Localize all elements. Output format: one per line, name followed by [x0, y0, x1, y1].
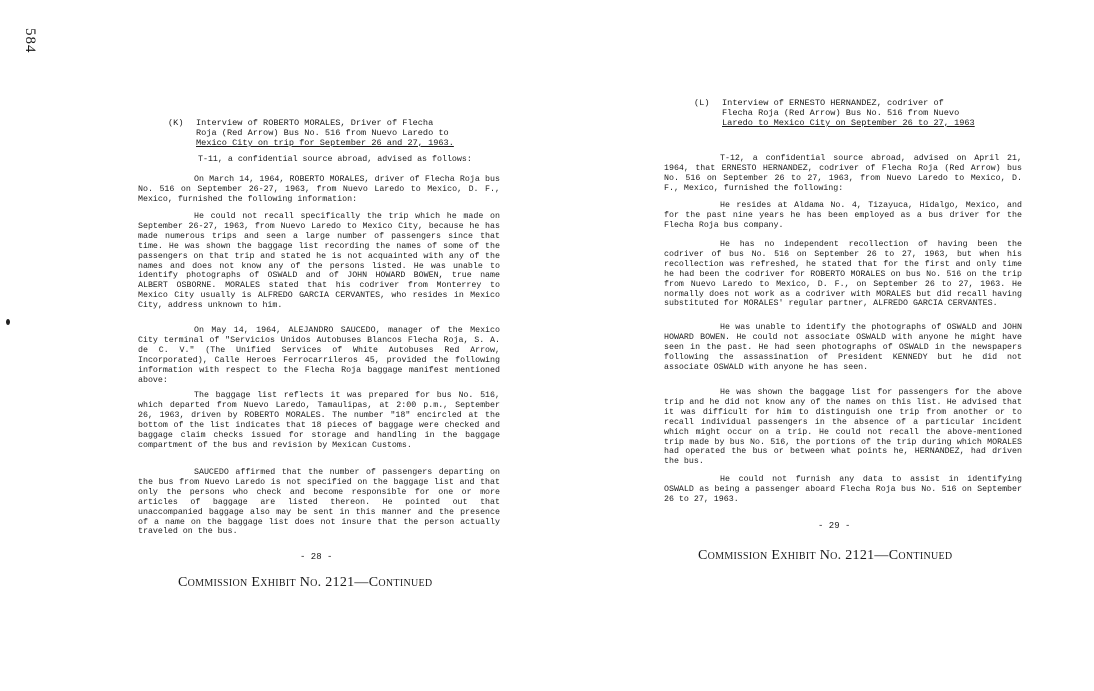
- left-para-3: He could not recall specifically the trip which he made on September 26-27, 1963, from Nuevo Laredo to Mexico City, because he has made numerous trips and seen a large number of passengers since that time. He was shown the baggage list recording the names of some of the passengers on that trip and stated he is not acquainted with any of the names and does not know any of the persons listed. He was unable to identify photographs of OSWALD and of JOHN HOWARD BOWEN, true name ALBERT OSBORNE. MORALES stated that his codriver from Monterrey to Mexico City usually is ALFREDO GARCIA CERVANTES, who resides in Mexico City, address unknown to him.: [138, 212, 500, 311]
- right-para-2: He resides at Aldama No. 4, Tizayuca, Hidalgo, Mexico, and for the past nine years he has been employed as a bus driver for the Flecha Roja bus company.: [664, 201, 1022, 230]
- right-heading-line-2: Flecha Roja (Red Arrow) Bus No. 516 from Nuevo: [722, 108, 960, 118]
- right-para-6: He could not furnish any data to assist in identifying OSWALD as being a passenger aboard Flecha Roja bus No. 516 on September 26 to 27, 1963.: [664, 475, 1022, 504]
- right-para-1: T-12, a confidential source abroad, advised on April 21, 1964, that ERNESTO HERNANDEZ, codriver of Flecha Roja (Red Arrow) bus No. 516 on September 26 to 27, 1963, from Nuevo Laredo to Mexico, D. F., Mexico, furnished the following:: [664, 154, 1022, 193]
- left-para-1: T-11, a confidential source abroad, advised as follows:: [198, 155, 472, 164]
- left-exhibit-caption: Commission Exhibit No. 2121—Continued: [178, 575, 433, 590]
- left-section-label: (K): [168, 118, 184, 128]
- left-page-footer: - 28 -: [300, 552, 333, 562]
- left-para-2: On March 14, 1964, ROBERTO MORALES, driver of Flecha Roja bus No. 516 on September 26-27, 1963, from Nuevo Laredo to Mexico, D. F., Mexico, furnished the following information:: [138, 175, 500, 204]
- right-heading-line-3: Laredo to Mexico City on September 26 to 27, 1963: [722, 118, 975, 128]
- right-section-label: (L): [694, 98, 710, 108]
- left-para-5: The baggage list reflects it was prepared for bus No. 516, which departed from Nuevo Laredo, Tamaulipas, at 2:00 p.m., September 26, 1963, driven by ROBERTO MORALES. The number "18" encircled at the bottom of the list indicates that 18 pieces of baggage were checked and baggage claim checks issued for storage and handling in the baggage compartment of the bus and revision by Mexican Customs.: [138, 391, 500, 450]
- right-para-4: He was unable to identify the photographs of OSWALD and JOHN HOWARD BOWEN. He could not associate OSWALD with anyone he might have seen in the past. He had seen photographs of OSWALD in the newspapers following the assassination of President KENNEDY but he did not associate OSWALD with anyone he has seen.: [664, 323, 1022, 372]
- right-heading-line-1: Interview of ERNESTO HERNANDEZ, codriver of: [722, 98, 944, 108]
- left-heading-line-1: Interview of ROBERTO MORALES, Driver of Flecha: [196, 118, 434, 128]
- right-exhibit-caption: Commission Exhibit No. 2121—Continued: [698, 548, 953, 563]
- left-heading-line-2: Roja (Red Arrow) Bus No. 516 from Nuevo Laredo to: [196, 128, 449, 138]
- page-number: 584: [22, 28, 38, 54]
- left-heading-line-3: Mexico City on trip for September 26 and 27, 1963.: [196, 138, 454, 148]
- right-page-footer: - 29 -: [818, 521, 851, 531]
- right-para-5: He was shown the baggage list for passengers for the above trip and he did not know any of the names on this list. He advised that it was difficult for him to distinguish one trip from another or to recall individual passengers in the absence of a particular incident which might occur on a trip. He could not recall the above-mentioned trip made by bus No. 516, the portions of the trip during which MORALES had operated the bus or between what points he, HERNANDEZ, had driven the bus.: [664, 388, 1022, 467]
- margin-speck: [6, 319, 10, 325]
- left-para-4: On May 14, 1964, ALEJANDRO SAUCEDO, manager of the Mexico City terminal of "Servicios Unidos Autobuses Blancos Flecha Roja, S. A. de C. V." (The Unified Services of White Autobuses Red Arrow, Incorporated), Calle Heroes Ferrocarrileros 45, provided the following information with respect to the Flecha Roja baggage manifest mentioned above:: [138, 326, 500, 385]
- right-para-3: He has no independent recollection of having been the codriver of bus No. 516 on September 26 to 27, 1963, but when his recollection was refreshed, he stated that for the first and only time he had been the codriver for ROBERTO MORALES on bus No. 516 on the trip from Nuevo Laredo to Mexico, D. F., on September 26 to 27, 1963. He normally does not work as a codriver with MORALES but did recall having substituted for MORALES' regular partner, ALFREDO GARCIA CERVANTES.: [664, 240, 1022, 309]
- left-para-6: SAUCEDO affirmed that the number of passengers departing on the bus from Nuevo Laredo is not specified on the baggage list and that only the persons who check and become responsible for one or more articles of baggage are listed thereon. He pointed out that unaccompanied baggage also may be sent in this manner and the presence of a name on the baggage list does not insure that the person actually traveled on the bus.: [138, 468, 500, 537]
